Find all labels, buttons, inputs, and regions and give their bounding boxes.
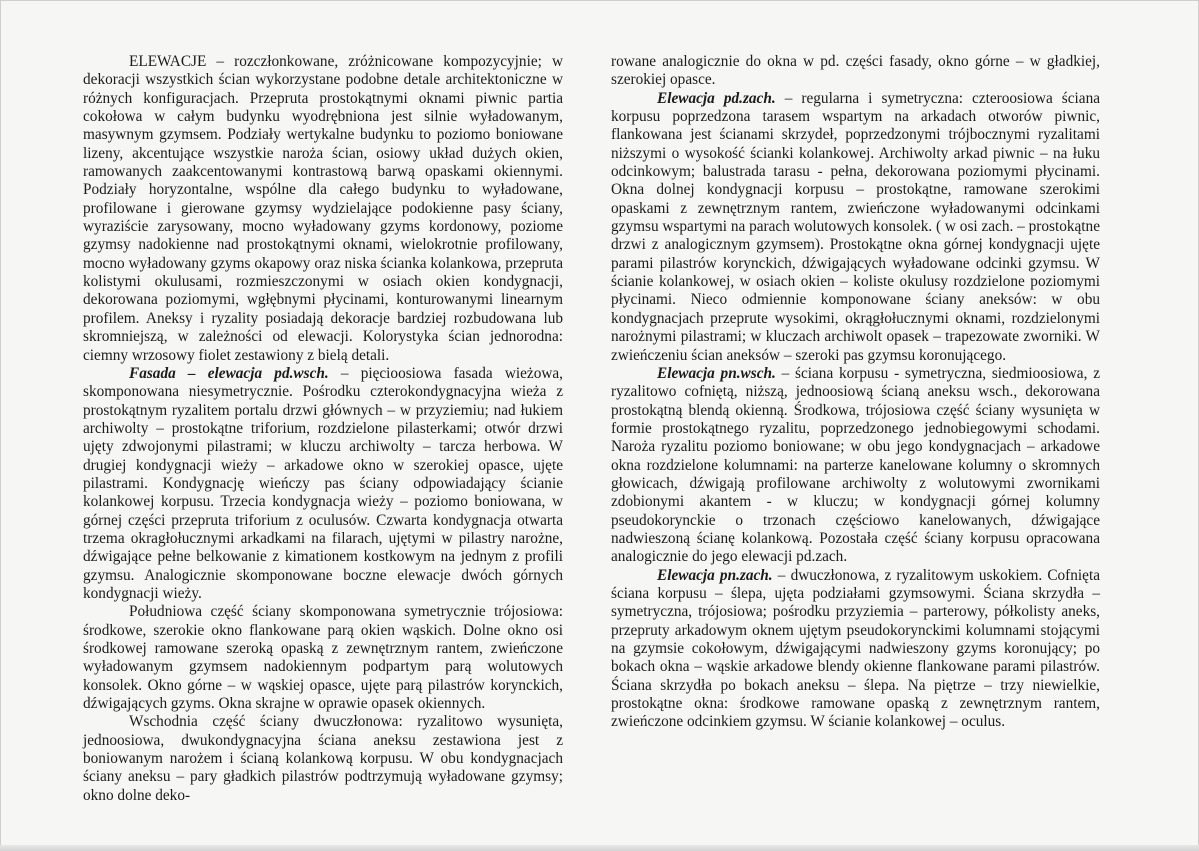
section-heading-pn-zach: Elewacja pn.zach. (657, 566, 773, 584)
section-heading-pn-wsch: Elewacja pn.wsch. (657, 364, 776, 382)
paragraph-pn-wsch (611, 365, 1100, 567)
left-text-column (83, 53, 563, 805)
paragraph-wschodnia: Wschodnia część ściany dwuczłonowa: ryzalitowo wysunięta, jednoosiowa, dwukondygnacyjna ściana aneksu zestawiona jest z boniowanym narożem i ścianą kolankową korpusu. W obu kondygnacjach ściany aneksu – pary gładkich pilastrów podtrzymują wyładowane gzymsy; okno dolne deko- (83, 713, 563, 804)
paragraph-fasada-text: – pięcioosiowa fasada wieżowa, skomponowana niesymetrycznie. Pośrodku czterokondygnacyjna wieża z prostokątnym ryzalitem portalu drzwi głównych – w przyziemiu; nad łukiem archiwolty – prostokątne triforium, rozdzielone pilasterkami; otwór drzwi ujęty zdwojonymi pilastrami; w kluczu archiwolty – tarcza herbowa. W drugiej kondygnacji wieży – arkadowe okno w szerokiej opasce, ujęte pilastrami. Kondygnację wieńczy pas ściany odpowiadający ścianie kolankowej korpusu. Trzecia kondygnacja wieży – poziomo boniowana, w górnej części przepruta triforium z oculusów. Czwarta kondygnacja otwarta trzema okragłołucznymi arkadkami na filarach, ujętymi w pilastry narożne, dźwigające pełne belkowanie z kimationem kostkowym na jednym z profili gzymsu. Analogicznie skomponowane boczne elewacje dwóch górnych kondygnacji wieży. (83, 364, 564, 602)
section-heading-fasada: Fasada – elewacja pd.wsch. (129, 364, 329, 382)
paragraph-pn-zach-text: – dwuczłonowa, z ryzalitowym uskokiem. Cofnięta ściana korpusu – ślepa, ujęta podziałami gzymsowymi. Ściana skrzydła – symetryczna, trójosiowa; pośrodku przyziemia – parterowy, półkolisty aneks, przepruty arkadowym oknem ujętym pseudokorynckimi kolumnami stojącymi na gzymsie cokołowym, dźwigającymi nadwieszony gzyms koronujący; po bokach okna – wąskie arkadowe blendy okienne flankowane parami pilastrów. Ściana skrzydła po bokach aneksu – ślepa. Na piętrze – trzy niewielkie, prostokątne okna: środkowe ramowane opaską z zewnętrznym rantem, zwieńczone odcinkiem gzymsu. W ścianie kolankowej – oculus. (611, 566, 1100, 731)
paragraph-pd-zach-text: – regularna i symetryczna: czteroosiowa ściana korpusu poprzedzona tarasem wspartym na arkadach otworów piwnic, flankowana jest ścianami skrzydeł, poprzedzonymi trójbocznymi ryzalitami niższymi o wysokość ścianki kolankowej. Archiwolty arkad piwnic – na łuku odcinkowym; balustrada tarasu - pełna, dekorowana poziomymi płycinami. Okna dolnej kondygnacji korpusu – prostokątne, ramowane szerokimi opaskami z zewnętrznym rantem, zwieńczone wyładowanymi odcinkami gzymsu wspartymi na parach wolutowych konsolek. ( w osi zach. – prostokątne drzwi z analogicznym gzymsem). Prostokątne okna górnej kondygnacji ujęte parami pilastrów korynckich, dźwigających wyładowane odcinki gzymsu. W ścianie kolankowej, w osiach okien – koliste okulusy rozdzielone poziomymi płycinami. Nieco odmiennie komponowane ściany aneksów: w obu kondygnacjach przeprute wysokimi, okrągłołucznymi oknami, rozdzielonymi narożnymi pilastrami; w kluczach archiwolt opasek – trapezowate zworniki. W zwieńczeniu ścian aneksów – szeroki pas gzymsu koronującego. (611, 89, 1101, 364)
paragraph-continued: rowane analogicznie do okna w pd. części fasady, okno górne – w gładkiej, szerokiej opasce. (611, 53, 1100, 89)
paragraph-pn-zach (611, 567, 1100, 732)
paragraph-fasada (83, 365, 563, 603)
paragraph-pn-wsch-text: – ściana korpusu - symetryczna, siedmioosiowa, z ryzalitowo cofniętą, niższą, jednoosiową ścianą aneksu wsch., dekorowana prostokątną blendą okienną. Środkowa, trójosiowa część ściany wysunięta w formie prostokątnego ryzalitu, poprzedzonego jednobiegowymi schodami. Naroża ryzalitu poziomo boniowane; w obu jego kondygnacjach – arkadowe okna rozdzielone kolumnami: na parterze kanelowane kolumny o skromnych głowicach, dźwigają profilowane archiwolty z wolutowymi zwornikami zdobionymi akantem - w kluczu; w kondygnacji górnej kolumny pseudokorynckie o trzonach częściowo kanelowanych, dźwigające nadwieszoną ścianę kolankową. Pozostała część ściany korpusu opracowana analogicznie do jego elewacji pd.zach. (611, 364, 1100, 566)
section-heading-pd-zach: Elewacja pd.zach. (657, 89, 776, 107)
paragraph-poludniowa: Południowa część ściany skomponowana symetrycznie trójosiowa: środkowe, szerokie okno flankowane parą okien wąskich. Dolne okno osi środkowej ramowane szeroką opaską z zewnętrznym rantem, zwieńczone wyładowanym gzymsem nadokiennym podpartym parą wolutowych konsolek. Okno górne – w wąskiej opasce, ujęte parą pilastrów korynckich, dźwigających gzyms. Okna skrajne w oprawie opasek okiennych. (83, 603, 563, 713)
scan-bottom-edge (0, 845, 1199, 851)
paragraph-pd-zach (611, 90, 1100, 365)
paragraph-elewacje-intro: ELEWACJE – rozczłonkowane, zróżnicowane kompozycyjnie; w dekoracji wszystkich ścian wykorzystane podobne detale architektoniczne w różnych konfiguracjach. Przepruta prostokątnymi oknami piwnic partia cokołowa w całym budynku wyodrębniona jest silnie wyładowanym, masywnym gzymsem. Podziały wertykalne budynku to poziomo boniowane lizeny, akcentujące wszystkie naroża ścian, osiowy układ dużych okien, ramowanych zaakcentowanymi kontrastową barwą opaskami okiennymi. Podziały horyzontalne, wspólne dla całego budynku to wyładowane, profilowane i gierowane gzymsy wydzielające podokienne pasy ściany, wyraziście zarysowany, mocno wyładowany gzyms kordonowy, poziome gzymsy nadokienne nad prostokątnymi oknami, wielokrotnie profilowany, mocno wyładowany gzyms okapowy oraz niska ścianka kolankowa, przepruta kolistymi okulusami, rozmieszczonymi w osiach okien kondygnacji, dekorowana poziomymi, wgłębnymi płycinami, konturowanymi linearnym profilem. Aneksy i ryzality posiadają dekoracje bardziej rozbudowana lub skromniejszą, w zależności od elewacji. Kolorystyka ścian jednorodna: ciemny wrzosowy fiolet zestawiony z bielą detali. (83, 53, 563, 364)
right-text-column (611, 53, 1100, 732)
